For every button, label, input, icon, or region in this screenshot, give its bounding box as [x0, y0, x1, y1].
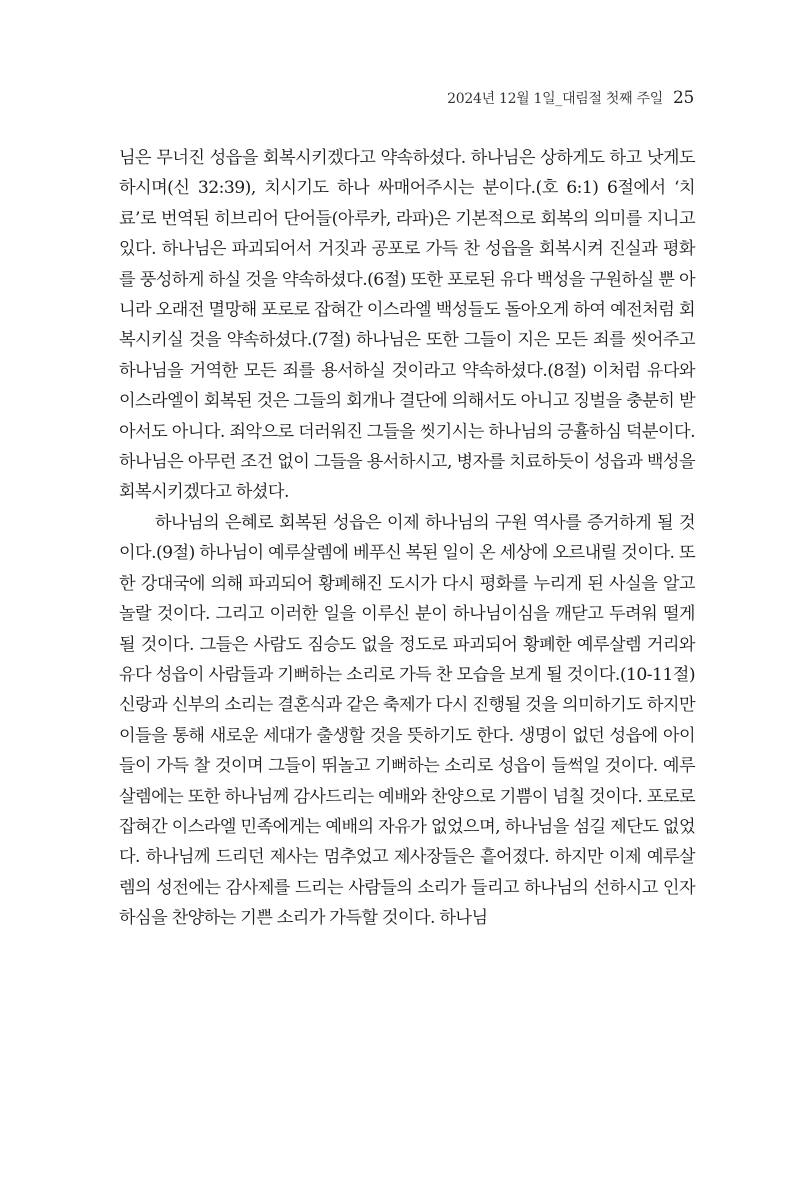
running-header	[447, 88, 694, 108]
paragraph: 님은 무너진 성읍을 회복시키겠다고 약속하셨다. 하나님은 상하게도 하고 낫게도 하시며(신 32:39), 치시기도 하나 싸매어주시는 분이다.(호 6:1) 6절에서 ‘치료’로 번역된 히브리어 단어들(아루카, 라파)은 기본적으로 회복의 의미를 지니고 있다. 하나님은 파괴되어서 거짓과 공포로 가득 찬 성읍을 회복시켜 진실과 평화를 풍성하게 하실 것을 약속하셨다.(6절) 또한 포로된 유다 백성을 구원하실 뿐 아니라 오래전 멸망해 포로로 잡혀간 이스라엘 백성들도 돌아오게 하여 예전처럼 회복시키실 것을 약속하셨다.(7절) 하나님은 또한 그들이 지은 모든 죄를 씻어주고 하나님을 거역한 모든 죄를 용서하실 것이라고 약속하셨다.(8절) 이처럼 유다와 이스라엘이 회복된 것은 그들의 회개나 결단에 의해서도 아니고 징벌을 충분히 받아서도 아니다. 죄악으로 더러워진 그들을 씻기시는 하나님의 긍휼하심 덕분이다. 하나님은 아무런 조건 없이 그들을 용서하시고, 병자를 치료하듯이 성읍과 백성을 회복시키겠다고 하셨다.	[119, 148, 695, 503]
body-text	[119, 143, 695, 934]
running-title: 2024년 12월 1일_대림절 첫째 주일	[447, 91, 663, 107]
page-number: 25	[672, 88, 694, 108]
paragraph: 하나님의 은혜로 회복된 성읍은 이제 하나님의 구원 역사를 증거하게 될 것이다.(9절) 하나님이 예루살렘에 베푸신 복된 일이 온 세상에 오르내릴 것이다. 또한 강대국에 의해 파괴되어 황폐해진 도시가 다시 평화를 누리게 된 사실을 알고 놀랄 것이다. 그리고 이러한 일을 이루신 분이 하나님이심을 깨닫고 두려워 떨게 될 것이다. 그들은 사람도 짐승도 없을 정도로 파괴되어 황폐한 예루살렘 거리와 유다 성읍이 사람들과 기뻐하는 소리로 가득 찬 모습을 보게 될 것이다.(10-11절) 신랑과 신부의 소리는 결혼식과 같은 축제가 다시 진행될 것을 의미하기도 하지만 이들을 통해 새로운 세대가 출생할 것을 뜻하기도 한다. 생명이 없던 성읍에 아이들이 가득 찰 것이며 그들이 뛰놀고 기뻐하는 소리로 성읍이 들썩일 것이다. 예루살렘에는 또한 하나님께 감사드리는 예배와 찬양으로 기쁨이 넘칠 것이다. 포로로 잡혀간 이스라엘 민족에게는 예배의 자유가 없었으며, 하나님을 섬길 제단도 없었다. 하나님께 드리던 제사는 멈추었고 제사장들은 흩어졌다. 하지만 이제 예루살렘의 성전에는 감사제를 드리는 사람들의 소리가 들리고 하나님의 선하시고 인자하심을 찬양하는 기쁜 소리가 가득할 것이다. 하나님	[119, 512, 695, 929]
